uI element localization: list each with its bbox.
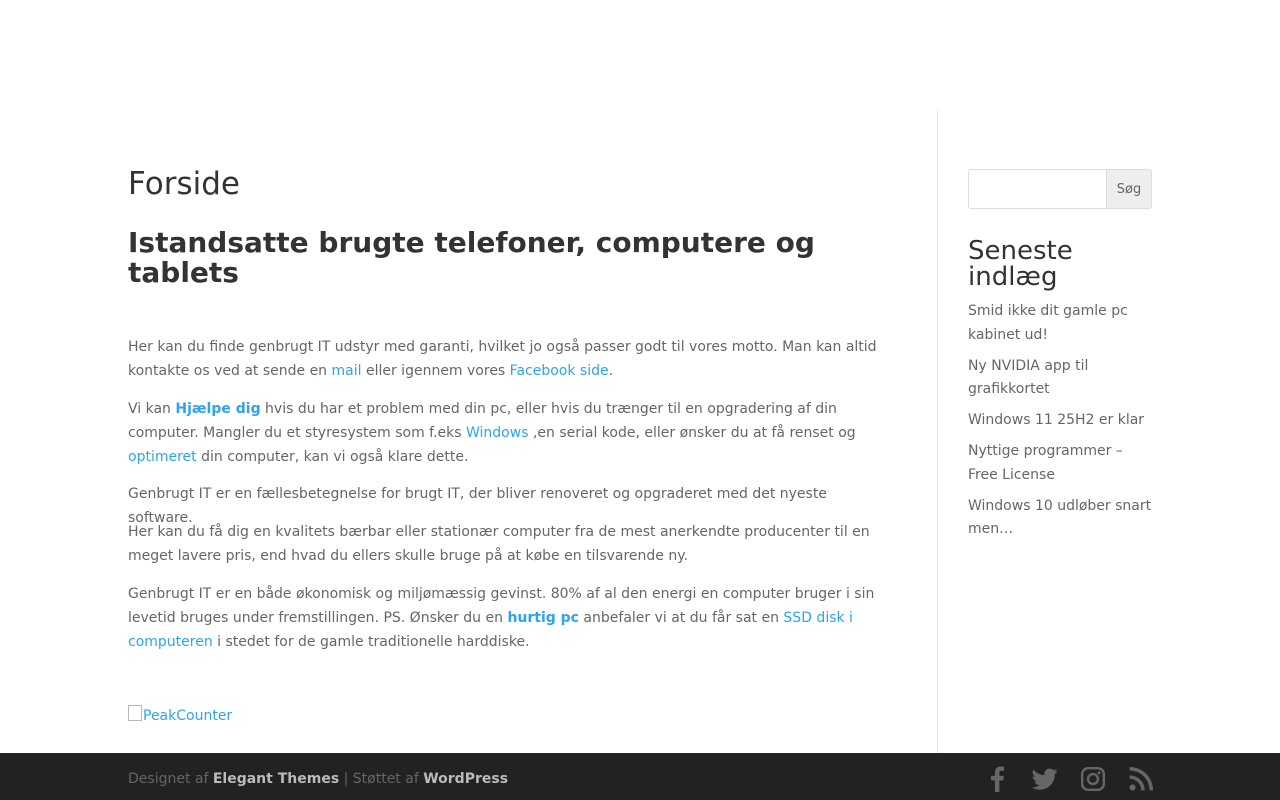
recent-post-link[interactable]: Windows 11 25H2 er klar [968, 412, 1145, 429]
peakcounter-image-link[interactable] [128, 704, 232, 728]
peakcounter-alt-text: PeakCounter [143, 708, 233, 724]
p2-text-middle-1: hvis du har et problem med din pc, eller hvis du trænger til en opgradering af din computer. Mangler du et styresystem som f.eks [128, 401, 837, 441]
p5-text-before: Genbrugt IT er en både økonomisk og miljømæssig gevinst. 80% af al den energi en computer bruger i sin levetid bruges under fremstillingen. PS. Ønsker du en [128, 586, 875, 626]
p2-text-after: din computer, kan vi også klare dette. [196, 448, 469, 465]
search-input[interactable] [968, 169, 1106, 209]
p1-text-middle: eller igennem vores [361, 362, 510, 379]
list-item [968, 495, 1152, 543]
p1-text-after: . [608, 362, 614, 379]
p5-text-middle: anbefaler vi at du får sat en [578, 609, 784, 626]
instagram-icon[interactable] [1080, 766, 1106, 792]
recent-post-link[interactable]: Smid ikke dit gamle pc kabinet ud! [968, 303, 1128, 343]
p5-text-after: i stedet for de gamle traditionelle harddiske. [212, 633, 530, 650]
fast-pc-link[interactable]: hurtig pc [507, 609, 579, 626]
main-area [0, 80, 1280, 753]
site-footer [0, 753, 1280, 800]
intro-paragraph [128, 336, 888, 384]
rss-icon[interactable] [1128, 766, 1154, 792]
recent-posts-title: Seneste indlæg [968, 236, 1073, 292]
p1-text-before: Her kan du finde genbrugt IT udstyr med garanti, hvilket jo også passer godt til vores motto. Man kan altid kontakte os ved at sende en [128, 339, 877, 379]
facebook-icon[interactable] [984, 766, 1010, 792]
social-links [984, 766, 1154, 792]
p2-text-middle-2: ,en serial kode, eller ønsker du at få renset og [528, 424, 856, 441]
designer-name: Elegant Themes [212, 771, 340, 787]
wordpress-link[interactable] [423, 771, 508, 787]
windows-link[interactable]: Windows [466, 424, 529, 441]
designed-by-prefix: Designet af [128, 771, 213, 787]
p2-text-before: Vi kan [128, 401, 176, 417]
sidebar-divider [937, 111, 938, 753]
search-button[interactable]: Søg [1106, 169, 1152, 209]
recent-post-link[interactable]: Nyttige programmer – Free License [968, 442, 1123, 483]
help-link[interactable]: Hjælpe dig [175, 401, 261, 417]
recent-post-link[interactable]: Windows 10 udløber snart men… [968, 497, 1152, 538]
page-title: Forside [128, 166, 240, 202]
powered-by-separator: | Støttet af [339, 771, 424, 787]
list-item [968, 300, 1152, 348]
quality-computer-paragraph: Her kan du få dig en kvalitets bærbar eller stationær computer fra de mest anerkendte producenter til en meget lavere pris, end hvad du ellers skulle bruge på at købe en tilsvarende ny. [128, 524, 870, 564]
broken-image-icon [128, 705, 142, 721]
recycled-it-paragraph: Genbrugt IT er en fællesbetegnelse for brugt IT, der bliver renoveret og opgraderet med det nyeste software. [128, 486, 827, 526]
site-header [0, 0, 1280, 80]
footer-credits [128, 767, 508, 791]
list-item [968, 409, 1152, 433]
page-headline: Istandsatte brugte telefoner, computere og tablets [128, 226, 815, 289]
platform-name: WordPress [423, 771, 509, 787]
list-item [968, 355, 1152, 403]
recent-posts-list [968, 300, 1152, 549]
mail-link[interactable]: mail [331, 362, 362, 379]
ssd-disk-link[interactable]: SSD disk i computeren [128, 609, 853, 650]
environment-paragraph [128, 583, 888, 654]
search-form [968, 169, 1152, 209]
optimize-link[interactable]: optimeret [128, 448, 197, 465]
help-paragraph [128, 398, 888, 469]
twitter-icon[interactable] [1032, 766, 1058, 792]
elegant-themes-link[interactable] [213, 771, 339, 787]
list-item [968, 440, 1152, 488]
recent-post-link[interactable]: Ny NVIDIA app til grafikkortet [968, 357, 1089, 398]
facebook-page-link[interactable]: Facebook side [509, 362, 609, 379]
